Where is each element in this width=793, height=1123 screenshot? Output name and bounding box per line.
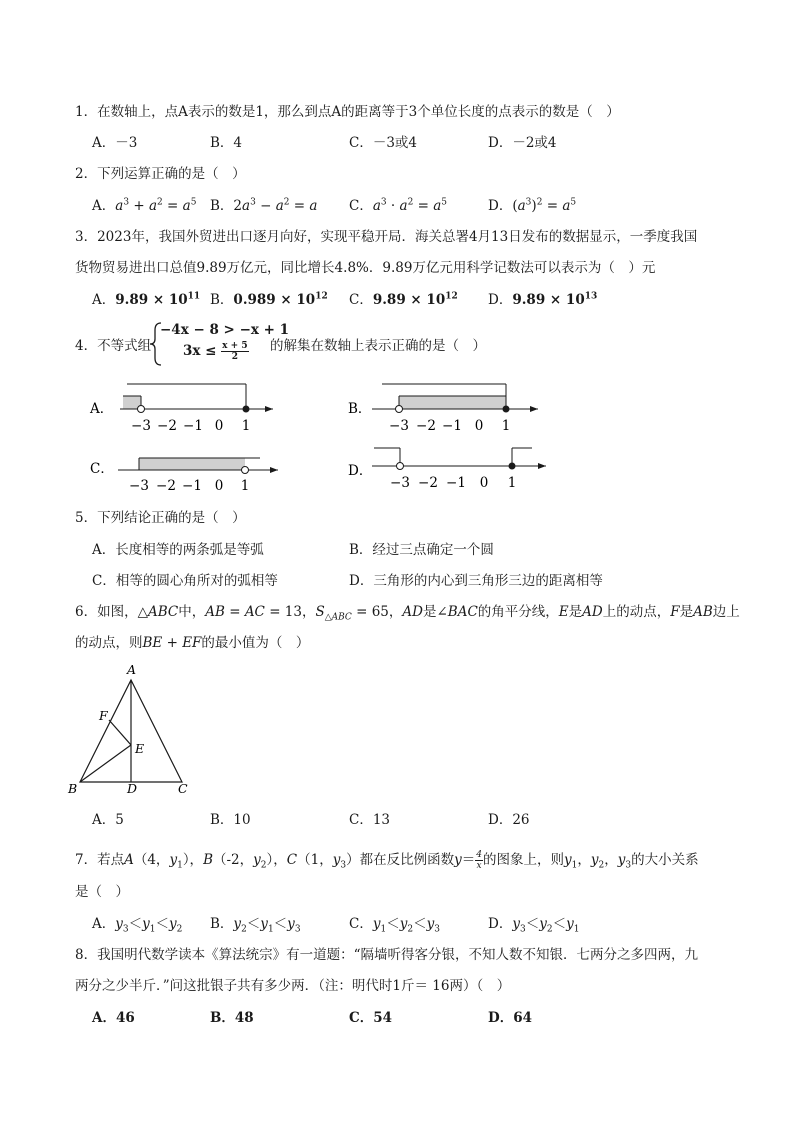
q4-option-b-label: B．	[348, 401, 372, 417]
q1-option-a: A．－3	[92, 135, 138, 151]
q4-d-tick-0: 0	[479, 475, 489, 491]
q4-b-tick-1: 1	[501, 418, 511, 434]
q7-option-c-expr: $y_1<y_2<y_3$	[372, 916, 440, 935]
q3-option-a-exponent: 11	[187, 291, 201, 302]
q3-option-b	[210, 291, 328, 309]
q7-option-d-label: D．	[488, 916, 513, 932]
q8-option-a: A．46	[92, 1010, 135, 1026]
q3-option-b-label: B．	[210, 292, 234, 308]
q3-option-c-mantissa: 9.89 × 10	[372, 292, 446, 308]
q4-fraction-den: 2	[231, 352, 239, 362]
q7-option-b-label: B．	[210, 916, 234, 932]
q5-stem: 5．下列结论正确的是（ ）	[75, 510, 246, 526]
q4-a-tick-neg2: −2	[157, 418, 177, 434]
q3-option-a	[92, 291, 200, 309]
q7-fraction-den: x	[476, 861, 482, 871]
q7-line1-suffix: 的图象上，则$y_1$，$y_2$，$y_3$的大小关系	[482, 852, 699, 871]
q3-option-b-mantissa: 0.989 × 10	[233, 292, 316, 308]
q6-label-b: B	[68, 781, 78, 796]
q7-option-a-label: A．	[92, 916, 116, 932]
q4-d-tick-neg3: −3	[390, 475, 410, 491]
q3-option-d-label: D．	[488, 292, 513, 308]
q2-option-b-expr: $2a^3 - a^2 = a$	[233, 197, 318, 214]
q4-b-tick-neg3: −3	[389, 418, 409, 434]
q2-option-c-label: C．	[349, 198, 373, 214]
q3-option-d	[488, 291, 597, 309]
q8-option-d: D．64	[488, 1010, 532, 1026]
q2-option-d-label: D．	[488, 198, 513, 214]
q5-option-b: B．经过三点确定一个圆	[349, 542, 494, 558]
q5-option-d: D．三角形的内心到三角形三边的距离相等	[349, 573, 603, 589]
q4-a-tick-0: 0	[214, 418, 224, 434]
q4-c-tick-neg2: −2	[156, 478, 176, 494]
q2-option-a-label: A．	[92, 198, 116, 214]
q2-option-b-label: B．	[210, 198, 234, 214]
q4-c-tick-neg1: −1	[182, 478, 202, 494]
q3-option-d-exponent: 13	[584, 291, 598, 302]
q4-inequality-1: −4x − 8 > −x + 1	[160, 322, 290, 338]
q4-option-a-numberline	[90, 378, 290, 438]
q3-option-a-label: A．	[92, 292, 116, 308]
q4-option-d-label: D．	[348, 463, 373, 479]
q4-d-tick-neg1: −1	[446, 475, 466, 491]
q2-stem: 2．下列运算正确的是（ ）	[75, 166, 246, 182]
q6-line1: 6．如图，△ABC中，AB = AC = 13，$S_{\triangle ABC} = 65$，AD是∠BAC的角平分线，E是AD上的动点，F是AB边上	[75, 604, 740, 623]
q4-a-tick-1: 1	[241, 418, 251, 434]
q4-c-tick-neg3: −3	[129, 478, 149, 494]
q4-c-tick-1: 1	[240, 478, 250, 494]
q7-line1-prefix: 7．若点	[75, 852, 125, 868]
q4-a-tick-neg3: −3	[131, 418, 151, 434]
q1-option-c: C．－3或4	[349, 135, 418, 151]
q7-option-a	[92, 915, 182, 933]
q8-line2: 两分之少半斤．”问这批银子共有多少两．（注：明代时1斤＝ 16两）（ ）	[75, 978, 511, 994]
q4-option-c-numberline	[90, 438, 290, 498]
q2-option-a	[92, 197, 196, 215]
q6-option-a: A．5	[92, 812, 124, 828]
q4-d-tick-1: 1	[507, 475, 517, 491]
q7-line1	[75, 850, 699, 871]
q7-option-b	[210, 915, 301, 933]
q6-label-e: E	[135, 741, 145, 756]
q4-a-tick-neg1: −1	[183, 418, 203, 434]
q4-option-a-label: A．	[90, 401, 114, 417]
q6-label-c: C	[178, 781, 188, 796]
q7-line2: 是（ ）	[75, 884, 129, 900]
q4-fraction-num: x + 5	[222, 341, 248, 351]
q4-inequality-2	[183, 341, 249, 362]
q7-option-c	[349, 915, 440, 933]
q4-prefix: 4．不等式组	[75, 338, 152, 354]
q7-fraction-num: 4	[476, 850, 482, 860]
q3-option-b-exponent: 12	[315, 291, 328, 302]
q4-b-tick-neg2: −2	[416, 418, 436, 434]
q2-option-b	[210, 197, 317, 215]
q8-option-c: C．54	[349, 1010, 393, 1026]
q4-b-tick-0: 0	[474, 418, 484, 434]
q8-option-b: B．48	[210, 1010, 254, 1026]
q2-option-a-expr: $a^3 + a^2 = a^5$	[115, 197, 197, 214]
q4-b-tick-neg1: −1	[442, 418, 462, 434]
q4-option-c-label: C．	[90, 461, 114, 477]
q6-option-c: C．13	[349, 812, 391, 828]
q2-option-c-expr: $a^3 \cdot a^2 = a^5$	[372, 197, 448, 214]
q6-option-d: D．26	[488, 812, 530, 828]
q7-fraction	[475, 850, 483, 871]
q1-option-b: B．4	[210, 135, 243, 151]
q6-line2: 的动点，则BE + EF的最小值为（ ）	[75, 635, 310, 651]
q7-line1-points: A（4，$y_1$），B（-2，$y_2$），C（1，$y_3$）都在反比例函数y＝	[124, 852, 476, 871]
q3-option-d-mantissa: 9.89 × 10	[512, 292, 585, 308]
q1-stem: 1．在数轴上，点A表示的数是1，那么到点A的距离等于3个单位长度的点表示的数是（ ）	[75, 104, 620, 120]
q1-option-d: D．－2或4	[488, 135, 557, 151]
q7-option-c-label: C．	[349, 916, 373, 932]
q6-label-d: D	[127, 781, 138, 796]
q6-triangle-figure	[66, 660, 206, 800]
q4-d-tick-neg2: −2	[418, 475, 438, 491]
q2-option-d	[488, 197, 576, 215]
q3-option-c-exponent: 12	[445, 291, 458, 302]
q4-inequality-2-left: 3x ≤	[183, 343, 217, 359]
q6-label-a: A	[127, 662, 137, 677]
q6-option-b: B．10	[210, 812, 251, 828]
q2-option-d-expr: $(a^3)^2 = a^5$	[512, 197, 577, 214]
q4-c-tick-0: 0	[214, 478, 224, 494]
q4-option-d-numberline	[348, 440, 558, 500]
q5-option-c: C．相等的圆心角所对的弧相等	[92, 573, 278, 589]
q7-option-d-expr: $y_3<y_2<y_1$	[512, 916, 580, 935]
q7-option-d	[488, 915, 579, 933]
q7-option-b-expr: $y_2<y_1<y_3$	[233, 916, 301, 935]
q3-option-c-label: C．	[349, 292, 373, 308]
q3-line2: 货物贸易进出口总值9.89万亿元，同比增长4.8%．9.89万亿元用科学记数法可以表示为（ ）元	[75, 260, 656, 276]
q4-fraction	[221, 341, 248, 362]
q3-option-c	[349, 291, 458, 309]
q4-suffix: 的解集在数轴上表示正确的是（ ）	[270, 338, 486, 354]
q5-option-a: A．长度相等的两条弧是等弧	[92, 542, 264, 558]
q8-line1: 8．我国明代数学读本《算法统宗》有一道题：“隔墙听得客分银，不知人数不知银．七两分之多四两，九	[75, 947, 698, 963]
q3-line1: 3．2023年，我国外贸进出口逐月向好，实现平稳开局．海关总署4月13日发布的数据显示，一季度我国	[75, 229, 698, 245]
q7-option-a-expr: $y_3<y_1<y_2$	[115, 916, 183, 935]
q3-option-a-mantissa: 9.89 × 10	[115, 292, 188, 308]
q2-option-c	[349, 197, 447, 215]
q4-option-b-numberline	[348, 378, 548, 438]
q6-label-f: F	[99, 708, 108, 723]
